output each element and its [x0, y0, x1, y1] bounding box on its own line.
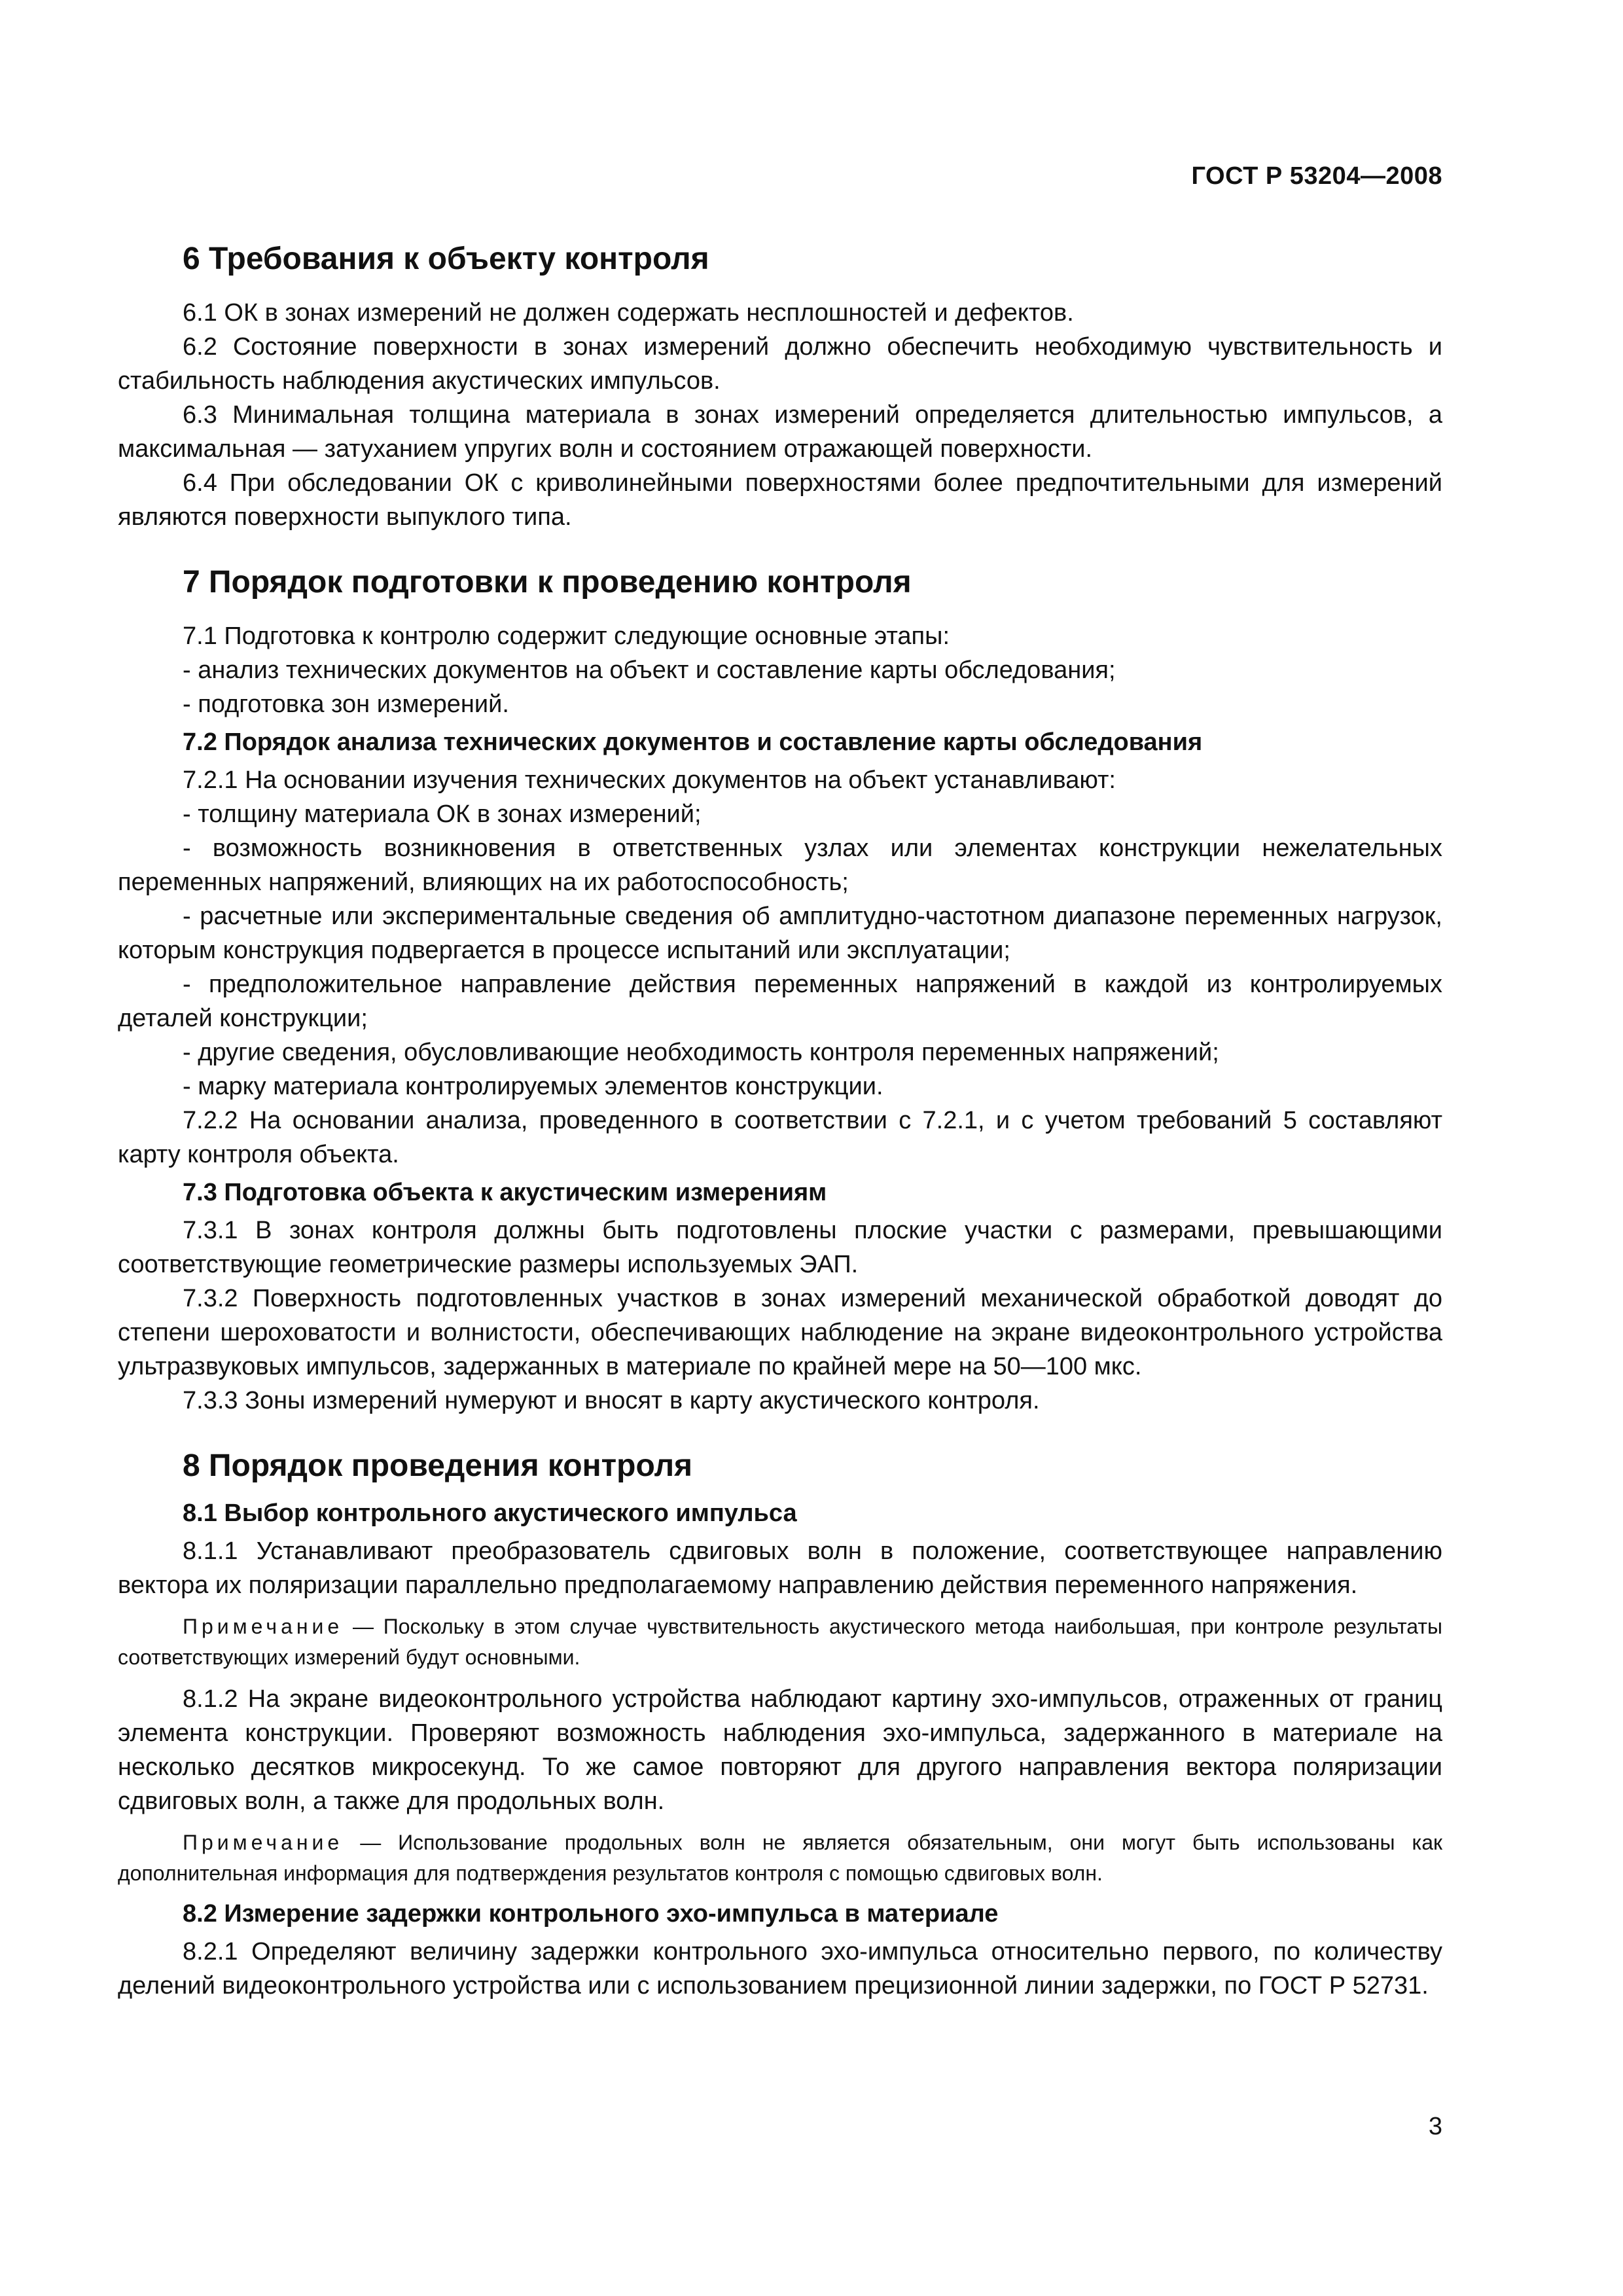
- paragraph-6-3: 6.3 Минимальная толщина материала в зонах измерений определяется длительностью импульсов, а максимальная — затуханием упругих волн и состоянием отражающей поверхности.: [118, 401, 1442, 463]
- list-item-7-2-1-b: - возможность возникновения в ответственных узлах или элементах конструкции нежелательных переменных напряжений, влияющих на их работоспособность;: [118, 834, 1442, 896]
- page-content: [118, 237, 1442, 2003]
- paragraph-8-2-1: 8.2.1 Определяют величину задержки контрольного эхо-импульса относительно первого, по количеству делений видеоконтрольного устройства или с использованием прецизионной линии задержки, по ГОСТ Р 52731.: [118, 1938, 1442, 2000]
- paragraph-7-1: 7.1 Подготовка к контролю содержит следующие основные этапы:: [183, 622, 950, 650]
- note-label: Примечание: [183, 1831, 344, 1854]
- subsection-8-2-title: 8.2 Измерение задержки контрольного эхо-импульса в материале: [183, 1900, 999, 1928]
- paragraph-8-1-2: 8.1.2 На экране видеоконтрольного устройства наблюдают картину эхо-импульсов, отраженных от границ элемента конструкции. Проверяют возможность наблюдения эхо-импульса, задержанного в материале на несколько десятков микросекунд. То же самое повторяют для другого направления вектора поляризации сдвиговых волн, а также для продольных волн.: [118, 1685, 1442, 1815]
- note-label: Примечание: [183, 1615, 344, 1638]
- document-id-header: ГОСТ Р 53204—2008: [1191, 162, 1442, 190]
- paragraph-7-3-3: 7.3.3 Зоны измерений нумеруют и вносят в карту акустического контроля.: [183, 1387, 1040, 1414]
- section-6-title: 6 Требования к объекту контроля: [183, 242, 709, 276]
- section-8-title: 8 Порядок проведения контроля: [183, 1448, 693, 1483]
- subsection-8-1-title: 8.1 Выбор контрольного акустического импульса: [183, 1499, 797, 1527]
- paragraph-7-3-2: 7.3.2 Поверхность подготовленных участков в зонах измерений механической обработкой доводят до степени шероховатости и волнистости, обеспечивающих наблюдение на экране видеоконтрольного устройства ультразвуковых импульсов, задержанных в материале по крайней мере на 50—100 мкс.: [118, 1285, 1442, 1380]
- paragraph-6-4: 6.4 При обследовании ОК с криволинейными поверхностями более предпочтительными для измерений являются поверхности выпуклого типа.: [118, 469, 1442, 531]
- note-8-1-1: [118, 1611, 1442, 1673]
- subsection-7-2-title: 7.2 Порядок анализа технических документов и составление карты обследования: [183, 728, 1203, 756]
- paragraph-8-1-1: 8.1.1 Устанавливают преобразователь сдвиговых волн в положение, соответствующее направлению вектора их поляризации параллельно предполагаемому направлению действия переменного напряжения.: [118, 1537, 1442, 1599]
- paragraph-7-2-1: 7.2.1 На основании изучения технических документов на объект устанавливают:: [183, 766, 1116, 794]
- paragraph-6-1: 6.1 ОК в зонах измерений не должен содержать несплошностей и дефектов.: [183, 299, 1074, 327]
- section-7-title: 7 Порядок подготовки к проведению контроля: [183, 565, 912, 600]
- page-number: 3: [1428, 2113, 1442, 2140]
- paragraph-7-3-1: 7.3.1 В зонах контроля должны быть подготовлены плоские участки с размерами, превышающими соответствующие геометрические размеры используемых ЭАП.: [118, 1217, 1442, 1278]
- list-item-7-1-a: - анализ технических документов на объект и составление карты обследования;: [183, 656, 1116, 684]
- document-page: [118, 0, 1442, 2296]
- note-text: — Использование продольных волн не является обязательным, они могут быть использованы как дополнительная информация для подтверждения результатов контроля с помощью сдвиговых волн.: [118, 1831, 1442, 1885]
- list-item-7-2-1-d: - предположительное направление действия переменных напряжений в каждой из контролируемых деталей конструкции;: [118, 971, 1442, 1032]
- paragraph-6-2: 6.2 Состояние поверхности в зонах измерений должно обеспечить необходимую чувствительность и стабильность наблюдения акустических импульсов.: [118, 333, 1442, 395]
- list-item-7-2-1-a: - толщину материала ОК в зонах измерений;: [183, 800, 702, 828]
- note-text: — Поскольку в этом случае чувствительность акустического метода наибольшая, при контроле результаты соответствующих измерений будут основными.: [118, 1615, 1442, 1669]
- subsection-7-3-title: 7.3 Подготовка объекта к акустическим измерениям: [183, 1179, 827, 1206]
- list-item-7-2-1-c: - расчетные или экспериментальные сведения об амплитудно-частотном диапазоне переменных нагрузок, которым конструкция подвергается в процессе испытаний или эксплуатации;: [118, 903, 1442, 964]
- paragraph-7-2-2: 7.2.2 На основании анализа, проведенного в соответствии с 7.2.1, и с учетом требований 5 составляют карту контроля объекта.: [118, 1107, 1442, 1168]
- note-8-1-2: [118, 1827, 1442, 1889]
- list-item-7-2-1-e: - другие сведения, обусловливающие необходимость контроля переменных напряжений;: [183, 1039, 1219, 1066]
- list-item-7-2-1-f: - марку материала контролируемых элементов конструкции.: [183, 1073, 883, 1100]
- list-item-7-1-b: - подготовка зон измерений.: [183, 691, 509, 718]
